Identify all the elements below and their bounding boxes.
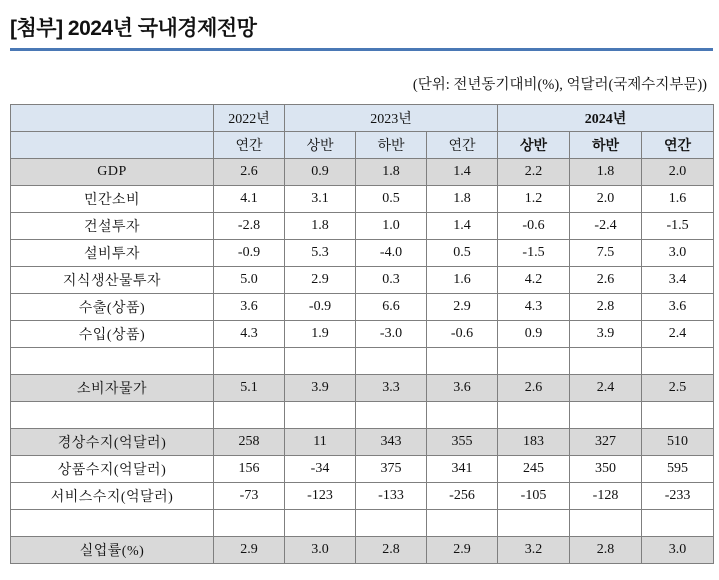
table-cell: -73	[214, 483, 285, 510]
table-cell: 3.6	[214, 294, 285, 321]
table-cell: 355	[427, 429, 498, 456]
table-cell: -133	[356, 483, 427, 510]
table-row	[11, 483, 714, 510]
table-cell: -123	[285, 483, 356, 510]
table-cell: -34	[285, 456, 356, 483]
table-cell: -105	[498, 483, 570, 510]
spacer-cell	[642, 348, 714, 375]
table-cell: 2.9	[427, 537, 498, 564]
table-cell: 1.8	[285, 213, 356, 240]
table-cell: 2.6	[214, 159, 285, 186]
table-cell: 1.8	[427, 186, 498, 213]
table-cell: 2.8	[570, 537, 642, 564]
title-block	[8, 10, 711, 51]
spacer-cell	[11, 348, 214, 375]
table-group-header: 2022년	[214, 105, 285, 132]
table-cell: 2.9	[214, 537, 285, 564]
spacer-cell	[356, 348, 427, 375]
table-cell: -3.0	[356, 321, 427, 348]
spacer-cell	[356, 402, 427, 429]
spacer-cell	[214, 348, 285, 375]
spacer-cell	[11, 402, 214, 429]
table-cell: 2.2	[498, 159, 570, 186]
table-cell: 510	[642, 429, 714, 456]
table-cell: 0.5	[356, 186, 427, 213]
table-cell: -0.6	[427, 321, 498, 348]
forecast-table	[10, 104, 714, 564]
table-cell: 327	[570, 429, 642, 456]
table-spacer-row	[11, 348, 714, 375]
table-cell: -128	[570, 483, 642, 510]
table-cell: 4.3	[214, 321, 285, 348]
table-cell: 2.8	[356, 537, 427, 564]
table-cell: 1.4	[427, 159, 498, 186]
table-cell: 183	[498, 429, 570, 456]
table-group-header: 2024년	[498, 105, 714, 132]
spacer-cell	[356, 510, 427, 537]
spacer-cell	[214, 402, 285, 429]
row-label: 실업률(%)	[11, 537, 214, 564]
spacer-cell	[498, 348, 570, 375]
table-cell: 2.9	[427, 294, 498, 321]
table-cell: 0.3	[356, 267, 427, 294]
table-cell: 2.6	[498, 375, 570, 402]
table-cell: 1.2	[498, 186, 570, 213]
spacer-cell	[498, 402, 570, 429]
table-cell: 350	[570, 456, 642, 483]
table-row	[11, 267, 714, 294]
row-label: 지식생산물투자	[11, 267, 214, 294]
table-cell: 3.6	[427, 375, 498, 402]
table-cell: 341	[427, 456, 498, 483]
row-label: 경상수지(억달러)	[11, 429, 214, 456]
row-label: 건설투자	[11, 213, 214, 240]
table-cell: -0.9	[285, 294, 356, 321]
table-cell: -0.6	[498, 213, 570, 240]
table-cell: -1.5	[498, 240, 570, 267]
row-label: 민간소비	[11, 186, 214, 213]
table-cell: -4.0	[356, 240, 427, 267]
spacer-cell	[642, 402, 714, 429]
table-cell: 595	[642, 456, 714, 483]
table-cell: -2.4	[570, 213, 642, 240]
table-cell: 7.5	[570, 240, 642, 267]
table-head	[11, 105, 714, 159]
row-label: GDP	[11, 159, 214, 186]
spacer-cell	[570, 402, 642, 429]
table-cell: 5.1	[214, 375, 285, 402]
table-cell: -256	[427, 483, 498, 510]
spacer-cell	[498, 510, 570, 537]
table-cell: 245	[498, 456, 570, 483]
table-sub-header: 상반	[285, 132, 356, 159]
forecast-table-container	[8, 104, 711, 564]
table-spacer-row	[11, 510, 714, 537]
table-cell: 4.3	[498, 294, 570, 321]
table-cell: 156	[214, 456, 285, 483]
table-body	[11, 159, 714, 564]
table-cell: 1.9	[285, 321, 356, 348]
row-label: 수출(상품)	[11, 294, 214, 321]
spacer-cell	[570, 348, 642, 375]
table-group-header: 2023년	[285, 105, 498, 132]
table-corner-cell	[11, 105, 214, 132]
table-row	[11, 294, 714, 321]
table-cell: 2.6	[570, 267, 642, 294]
table-sub-header-row	[11, 132, 714, 159]
table-row	[11, 429, 714, 456]
table-row	[11, 537, 714, 564]
table-cell: 3.0	[285, 537, 356, 564]
table-sub-header: 하반	[570, 132, 642, 159]
table-cell: -0.9	[214, 240, 285, 267]
table-row	[11, 159, 714, 186]
spacer-cell	[285, 402, 356, 429]
table-cell: 375	[356, 456, 427, 483]
table-cell: 258	[214, 429, 285, 456]
table-cell: 2.9	[285, 267, 356, 294]
table-cell: 3.9	[570, 321, 642, 348]
table-cell: 343	[356, 429, 427, 456]
table-cell: -233	[642, 483, 714, 510]
table-cell: -1.5	[642, 213, 714, 240]
row-label: 소비자물가	[11, 375, 214, 402]
table-cell: 3.3	[356, 375, 427, 402]
table-row	[11, 240, 714, 267]
spacer-cell	[570, 510, 642, 537]
table-cell: 3.4	[642, 267, 714, 294]
table-sub-header: 연간	[642, 132, 714, 159]
table-cell: -2.8	[214, 213, 285, 240]
row-label: 설비투자	[11, 240, 214, 267]
table-cell: 3.6	[642, 294, 714, 321]
spacer-cell	[214, 510, 285, 537]
table-sub-header: 하반	[356, 132, 427, 159]
spacer-cell	[285, 348, 356, 375]
row-label: 상품수지(억달러)	[11, 456, 214, 483]
table-cell: 5.0	[214, 267, 285, 294]
table-cell: 11	[285, 429, 356, 456]
table-cell: 0.9	[498, 321, 570, 348]
table-cell: 4.2	[498, 267, 570, 294]
table-cell: 1.6	[427, 267, 498, 294]
table-row	[11, 375, 714, 402]
table-sub-header: 상반	[498, 132, 570, 159]
table-row	[11, 321, 714, 348]
table-cell: 2.4	[642, 321, 714, 348]
table-row	[11, 186, 714, 213]
spacer-cell	[427, 510, 498, 537]
table-row	[11, 456, 714, 483]
table-cell: 4.1	[214, 186, 285, 213]
table-cell: 3.1	[285, 186, 356, 213]
table-sub-header: 연간	[214, 132, 285, 159]
table-sub-header: 연간	[427, 132, 498, 159]
table-cell: 5.3	[285, 240, 356, 267]
table-cell: 0.9	[285, 159, 356, 186]
table-cell: 2.0	[570, 186, 642, 213]
spacer-cell	[427, 402, 498, 429]
row-label: 수입(상품)	[11, 321, 214, 348]
table-cell: 1.6	[642, 186, 714, 213]
spacer-cell	[427, 348, 498, 375]
table-row	[11, 213, 714, 240]
page-title: [첨부] 2024년 국내경제전망	[10, 17, 257, 40]
table-cell: 6.6	[356, 294, 427, 321]
table-cell: 1.4	[427, 213, 498, 240]
table-cell: 2.4	[570, 375, 642, 402]
table-cell: 3.0	[642, 240, 714, 267]
table-cell: 2.8	[570, 294, 642, 321]
table-cell: 1.0	[356, 213, 427, 240]
table-cell: 2.5	[642, 375, 714, 402]
spacer-cell	[11, 510, 214, 537]
spacer-cell	[285, 510, 356, 537]
table-cell: 2.0	[642, 159, 714, 186]
table-cell: 3.9	[285, 375, 356, 402]
table-group-header-row	[11, 105, 714, 132]
table-cell: 0.5	[427, 240, 498, 267]
table-cell: 3.2	[498, 537, 570, 564]
table-cell: 1.8	[570, 159, 642, 186]
table-cell: 3.0	[642, 537, 714, 564]
table-cell: 1.8	[356, 159, 427, 186]
table-spacer-row	[11, 402, 714, 429]
row-label: 서비스수지(억달러)	[11, 483, 214, 510]
table-corner-cell-2	[11, 132, 214, 159]
title-underline	[10, 48, 713, 51]
spacer-cell	[642, 510, 714, 537]
unit-note: (단위: 전년동기대비(%), 억달러(국제수지부문))	[412, 77, 707, 93]
